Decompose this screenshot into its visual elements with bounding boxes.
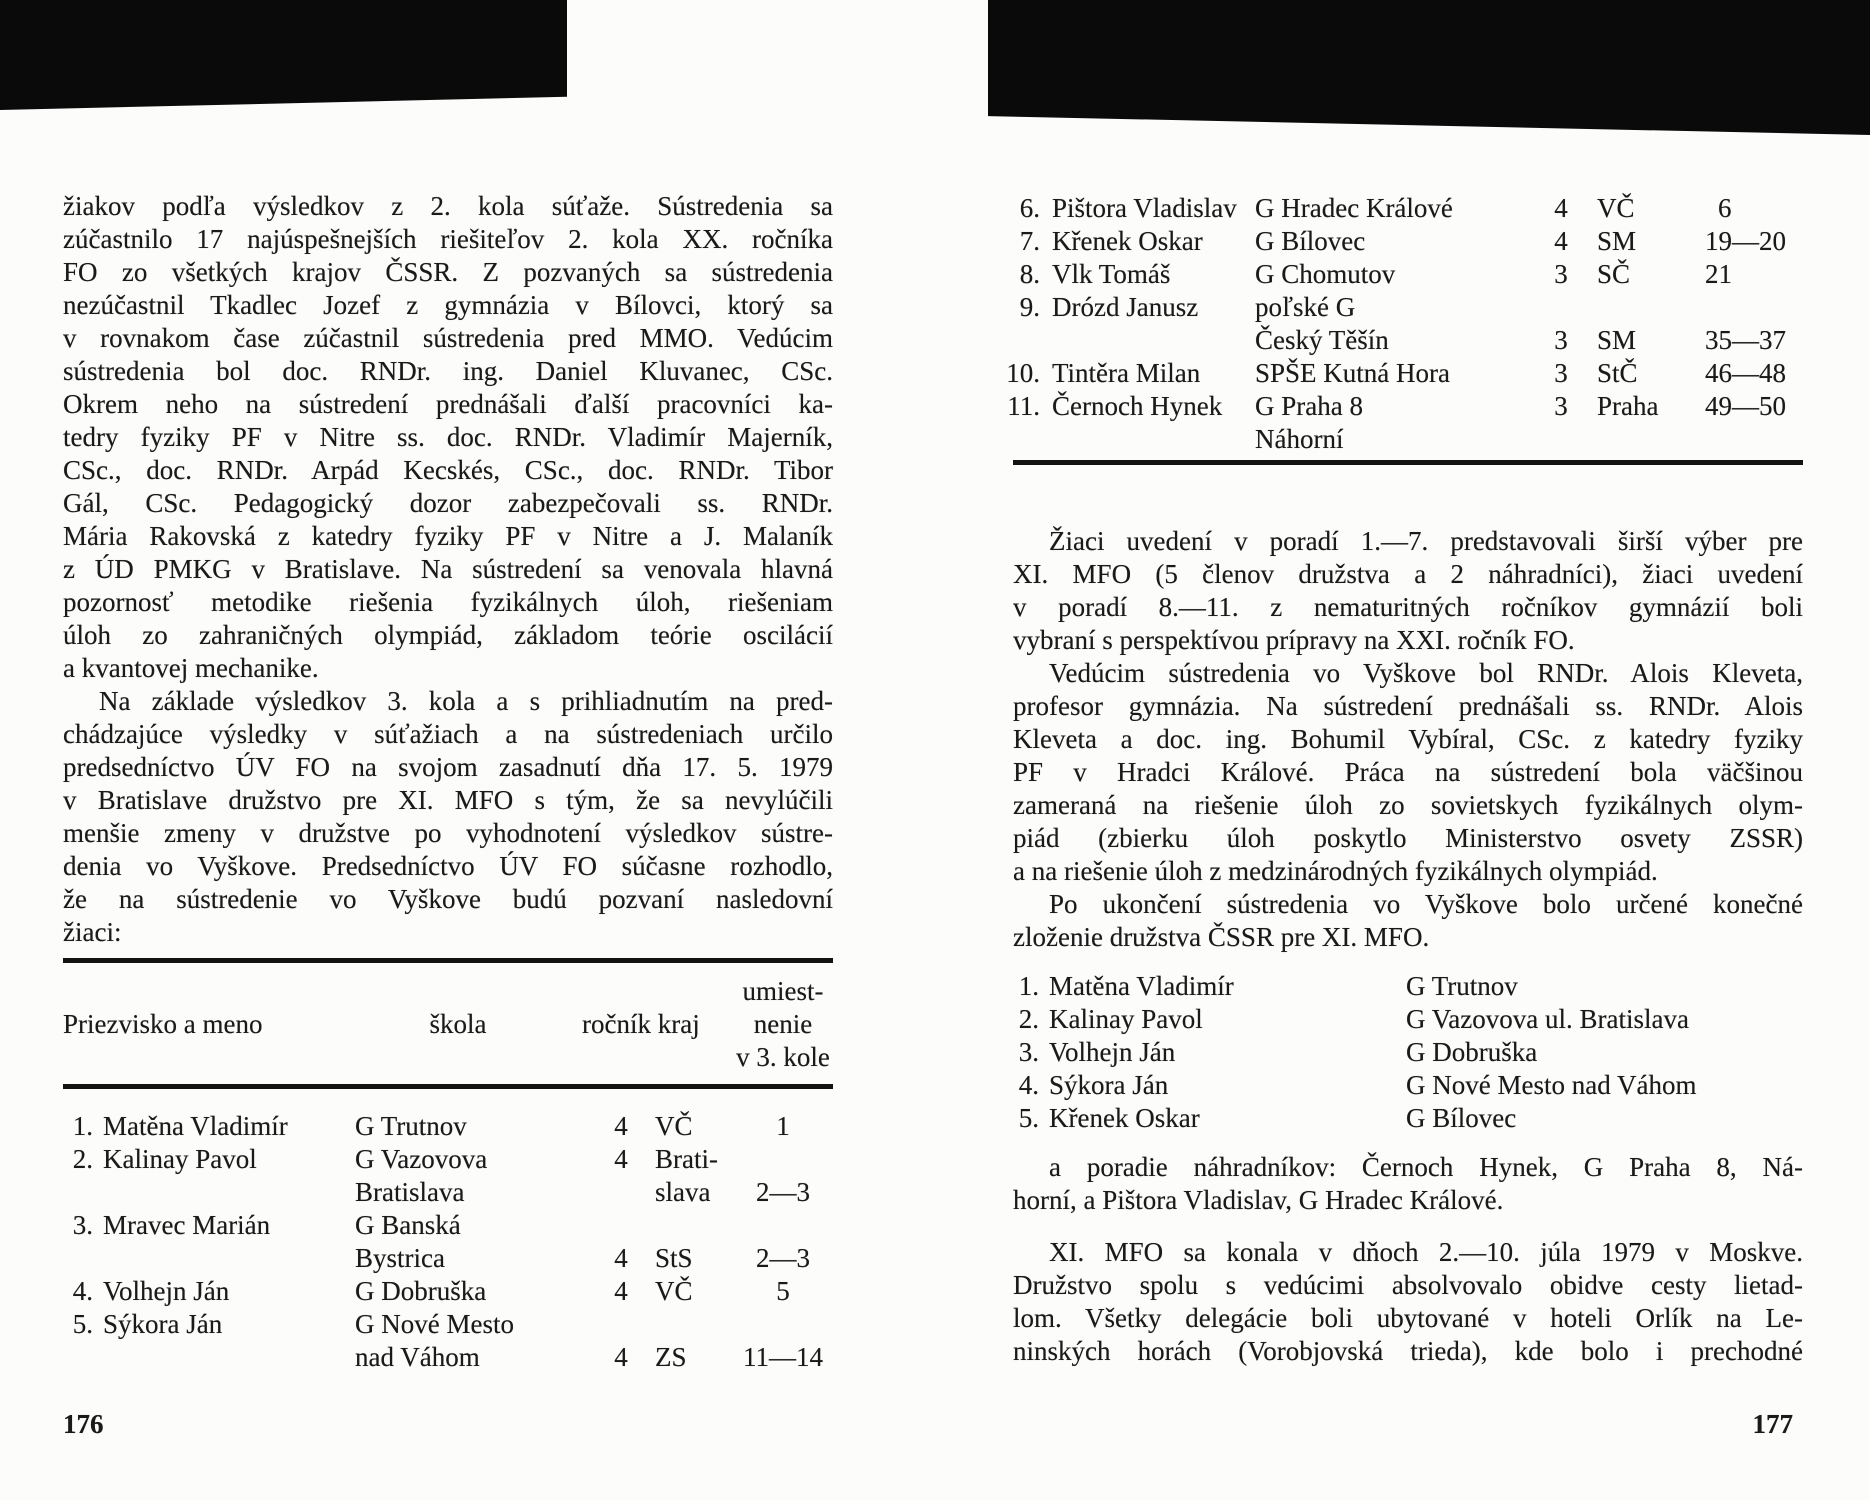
cell-num: 9. — [1019, 292, 1040, 322]
cell-rank: 5 — [776, 1276, 790, 1306]
text-line: z ÚD PMKG v Bratislave. Na sústredení sa venovala hlavná — [63, 554, 833, 584]
text-line: Žiaci uvedení v poradí 1.—7. predstavovali širší výber pre — [1049, 526, 1803, 556]
cell-school: G Nové Mesto nad Váhom — [1406, 1070, 1697, 1100]
text-line: chádzajúce výsledky v súťažiach a na sústredeniach určilo — [63, 719, 833, 749]
header-rank-line2: nenie — [753, 1009, 813, 1039]
cell-num: 7. — [1019, 226, 1040, 256]
text-line: XI. MFO (5 členov družstva a 2 náhradníci), žiaci uvedení — [1013, 559, 1803, 589]
text-line: žiaci: — [63, 917, 122, 947]
cell-region: SČ — [1597, 259, 1631, 289]
cell-region: slava — [655, 1177, 711, 1207]
text-line: profesor gymnázia. Na sústredení prednášali ss. RNDr. Alois — [1013, 691, 1803, 721]
text-line: zúčastnilo 17 najúspešnejších riešiteľov 2. kola XX. ročníka — [63, 224, 833, 254]
cell-name: Křenek Oskar — [1052, 226, 1203, 256]
table-top-rule — [63, 958, 833, 963]
header-rank-line1: umiest- — [742, 976, 824, 1006]
text-line: menšie zmeny v družstve po vyhodnotení výsledkov sústre- — [63, 818, 833, 848]
cell-school: Český Těšín — [1255, 325, 1389, 355]
cell-num: 2. — [72, 1144, 93, 1174]
cell-num: 5. — [1018, 1103, 1039, 1133]
text-line: piád (zbierku úloh poskytlo Ministerstvo osvety ZSSR) — [1013, 823, 1803, 853]
cell-region: VČ — [1597, 193, 1635, 223]
cell-rank: 21 — [1705, 259, 1732, 289]
cell-year: 3 — [1554, 391, 1568, 421]
cell-school: nad Váhom — [355, 1342, 480, 1372]
cell-school: Náhorní — [1255, 424, 1344, 454]
text-line: Okrem neho na sústredení prednášali ďalší pracovníci ka- — [63, 389, 833, 419]
cell-num: 8. — [1019, 259, 1040, 289]
cell-rank: 1 — [776, 1111, 790, 1141]
text-line: Gál, CSc. Pedagogický dozor zabezpečovali ss. RNDr. — [63, 488, 833, 518]
cell-name: Sýkora Ján — [1049, 1070, 1169, 1100]
page-number-right: 177 — [1752, 1409, 1793, 1439]
cell-num: 11. — [1007, 391, 1040, 421]
cell-rank: 6 — [1718, 193, 1732, 223]
cell-school: G Trutnov — [355, 1111, 467, 1141]
text-line: v Bratislave družstvo pre XI. MFO s tým, že sa nevylúčili — [63, 785, 833, 815]
table-header-rule — [63, 1084, 833, 1089]
cell-name: Mravec Marián — [103, 1210, 271, 1240]
text-line: predsedníctvo ÚV FO na svojom zasadnutí dňa 17. 5. 1979 — [63, 752, 833, 782]
scan-artifact-bar-left — [0, 0, 567, 110]
text-line: ninských horách (Vorobjovská trieda), kde bolo i prechodné — [1013, 1336, 1803, 1366]
cell-name: Matěna Vladimír — [103, 1111, 288, 1141]
text-line: Kleveta a doc. ing. Bohumil Vybíral, CSc. z katedry fyziky — [1013, 724, 1803, 754]
cell-school: Bratislava — [355, 1177, 465, 1207]
cell-rank: 49—50 — [1705, 391, 1786, 421]
cell-num: 4. — [72, 1276, 93, 1306]
cell-school: G Vazovova — [355, 1144, 488, 1174]
cell-name: Volhejn Ján — [103, 1276, 230, 1306]
cell-num: 10. — [1006, 358, 1040, 388]
cell-school: G Bílovec — [1406, 1103, 1517, 1133]
cell-school: G Hradec Králové — [1255, 193, 1453, 223]
cell-rank: 2—3 — [756, 1177, 810, 1207]
cell-region: ZS — [655, 1342, 687, 1372]
cell-num: 6. — [1019, 193, 1040, 223]
cell-rank: 2—3 — [756, 1243, 810, 1273]
text-line: Družstvo spolu s vedúcimi absolvovalo obidve cesty lietad- — [1013, 1270, 1803, 1300]
text-line: a poradie náhradníkov: Černoch Hynek, G Praha 8, Ná- — [1049, 1152, 1803, 1182]
cell-region: Brati- — [655, 1144, 718, 1174]
cell-name: Černoch Hynek — [1052, 391, 1223, 421]
cell-school: G Nové Mesto — [355, 1309, 514, 1339]
text-line: žiakov podľa výsledkov z 2. kola súťaže. Sústredenia sa — [63, 191, 833, 221]
cell-year: 4 — [614, 1276, 628, 1306]
header-rank-line3: v 3. kole — [736, 1042, 830, 1072]
text-line: úloh zo zahraničných olympiád, základom teórie oscilácií — [63, 620, 833, 650]
cell-school: G Chomutov — [1255, 259, 1396, 289]
text-line: zloženie družstva ČSSR pre XI. MFO. — [1013, 922, 1430, 952]
cell-school: G Praha 8 — [1255, 391, 1363, 421]
cell-year: 4 — [614, 1144, 628, 1174]
cell-year: 4 — [614, 1342, 628, 1372]
text-line: Po ukončení sústredenia vo Vyškove bolo určené konečné — [1049, 889, 1803, 919]
cell-year: 4 — [1554, 193, 1568, 223]
cell-rank: 35—37 — [1705, 325, 1786, 355]
cell-region: Praha — [1597, 391, 1659, 421]
text-line: FO zo všetkých krajov ČSSR. Z pozvaných sa sústredenia — [63, 257, 833, 287]
cell-name: Vlk Tomáš — [1052, 259, 1171, 289]
text-line: Na základe výsledkov 3. kola a s prihliadnutím na pred- — [99, 686, 833, 716]
text-line: nezúčastnil Tkadlec Jozef z gymnázia v Bílovci, ktorý sa — [63, 290, 833, 320]
cell-school: Bystrica — [355, 1243, 445, 1273]
cell-region: StS — [655, 1243, 693, 1273]
header-year-region: ročník kraj — [582, 1009, 700, 1039]
text-line: XI. MFO sa konala v dňoch 2.—10. júla 1979 v Moskve. — [1049, 1237, 1803, 1267]
cell-year: 4 — [614, 1111, 628, 1141]
cell-name: Kalinay Pavol — [1049, 1004, 1203, 1034]
cell-school: G Dobruška — [1406, 1037, 1538, 1067]
text-line: vybraní s perspektívou prípravy na XXI. ročník FO. — [1013, 625, 1575, 655]
cell-num: 4. — [1018, 1070, 1039, 1100]
cell-rank: 46—48 — [1705, 358, 1786, 388]
text-line: Mária Rakovská z katedry fyziky PF v Nitre a J. Malaník — [63, 521, 833, 551]
cell-school: G Banská — [355, 1210, 461, 1240]
cell-region: SM — [1597, 226, 1637, 256]
header-school: škola — [429, 1009, 487, 1039]
cell-region: VČ — [655, 1111, 693, 1141]
cell-school: G Trutnov — [1406, 971, 1518, 1001]
cell-name: Tintěra Milan — [1052, 358, 1201, 388]
text-line: pozornosť metodike riešenia fyzikálnych úloh, riešeniam — [63, 587, 833, 617]
cell-year: 4 — [614, 1243, 628, 1273]
cell-num: 5. — [72, 1309, 93, 1339]
cell-year: 4 — [1554, 226, 1568, 256]
table-bottom-rule — [1013, 460, 1803, 465]
page-number-left: 176 — [63, 1409, 104, 1439]
cell-name: Volhejn Ján — [1049, 1037, 1176, 1067]
cell-name: Křenek Oskar — [1049, 1103, 1200, 1133]
text-line: PF v Hradci Králové. Práca na sústredení bola väčšinou — [1013, 757, 1803, 787]
text-line: CSc., doc. RNDr. Arpád Kecskés, CSc., doc. RNDr. Tibor — [63, 455, 833, 485]
text-line: v poradí 8.—11. z nematuritných ročníkov gymnázií boli — [1013, 592, 1803, 622]
cell-school: SPŠE Kutná Hora — [1255, 358, 1450, 388]
text-line: horní, a Pištora Vladislav, G Hradec Králové. — [1013, 1185, 1504, 1215]
text-line: lom. Všetky delegácie boli ubytované v hoteli Orlík na Le- — [1013, 1303, 1803, 1333]
cell-school: poľské G — [1255, 292, 1356, 322]
cell-year: 3 — [1554, 325, 1568, 355]
cell-year: 3 — [1554, 358, 1568, 388]
cell-school: G Dobruška — [355, 1276, 487, 1306]
text-line: a na riešenie úloh z medzinárodných fyzikálnych olympiád. — [1013, 856, 1658, 886]
cell-num: 1. — [1018, 971, 1039, 1001]
cell-name: Drózd Janusz — [1052, 292, 1199, 322]
cell-rank: 11—14 — [743, 1342, 823, 1372]
cell-num: 3. — [1018, 1037, 1039, 1067]
text-line: Vedúcim sústredenia vo Vyškove bol RNDr. Alois Kleveta, — [1049, 658, 1803, 688]
text-line: že na sústredenie vo Vyškove budú pozvaní nasledovní — [63, 884, 833, 914]
text-line: denia vo Vyškove. Predsedníctvo ÚV FO súčasne rozhodlo, — [63, 851, 833, 881]
cell-region: VČ — [655, 1276, 693, 1306]
cell-year: 3 — [1554, 259, 1568, 289]
text-line: tedry fyziky PF v Nitre ss. doc. RNDr. Vladimír Majerník, — [63, 422, 833, 452]
cell-name: Pištora Vladislav — [1052, 193, 1237, 223]
cell-name: Sýkora Ján — [103, 1309, 223, 1339]
cell-num: 1. — [72, 1111, 93, 1141]
text-line: zameraná na riešenie úloh zo sovietskych fyzikálnych olym- — [1013, 790, 1803, 820]
cell-rank: 19—20 — [1705, 226, 1786, 256]
text-line: v rovnakom čase zúčastnil sústredenia pred MMO. Vedúcim — [63, 323, 833, 353]
cell-name: Kalinay Pavol — [103, 1144, 257, 1174]
cell-region: StČ — [1597, 358, 1638, 388]
cell-num: 2. — [1018, 1004, 1039, 1034]
text-line: sústredenia bol doc. RNDr. ing. Daniel Kluvanec, CSc. — [63, 356, 833, 386]
text-line: a kvantovej mechanike. — [63, 653, 319, 683]
scan-artifact-bar-right — [988, 0, 1870, 135]
header-name: Priezvisko a meno — [63, 1009, 263, 1039]
cell-region: SM — [1597, 325, 1637, 355]
cell-school: G Vazovova ul. Bratislava — [1406, 1004, 1689, 1034]
cell-school: G Bílovec — [1255, 226, 1366, 256]
cell-name: Matěna Vladimír — [1049, 971, 1234, 1001]
cell-num: 3. — [72, 1210, 93, 1240]
